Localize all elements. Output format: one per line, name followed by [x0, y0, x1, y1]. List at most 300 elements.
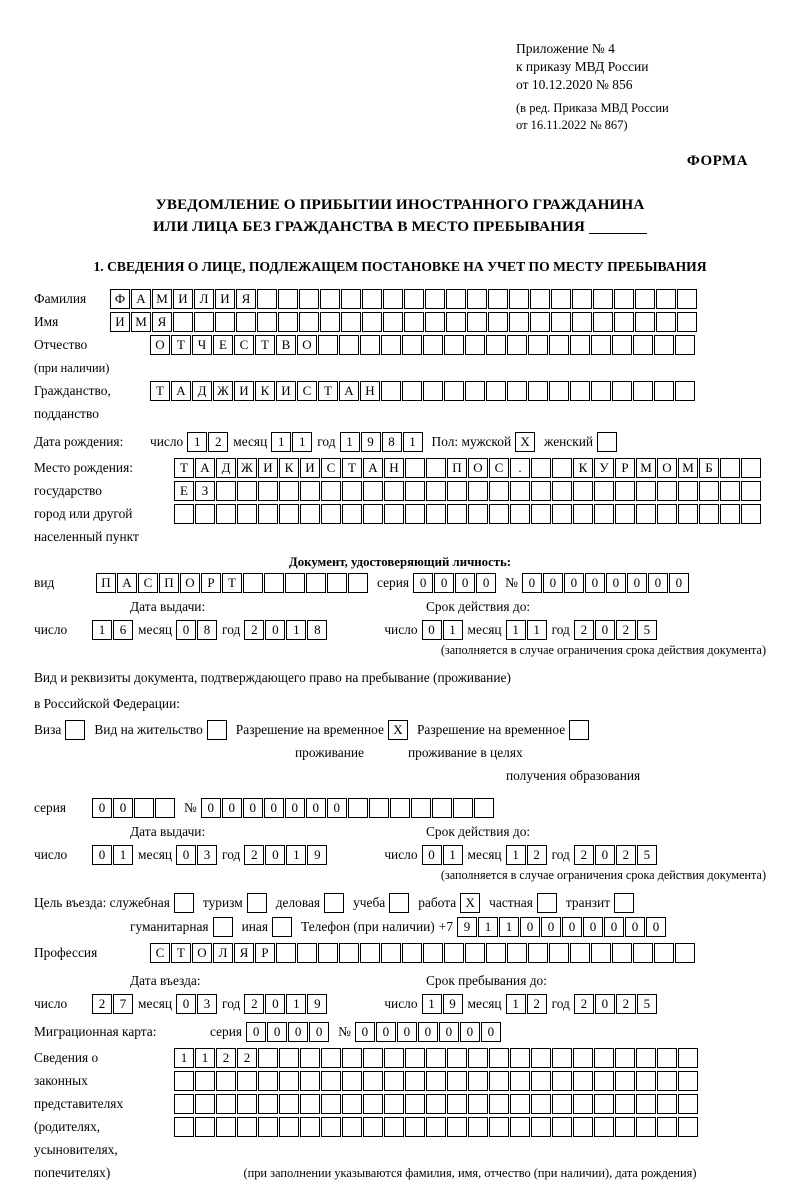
birthplace-input-1[interactable]: [174, 458, 762, 478]
char-cell[interactable]: Ф: [110, 289, 130, 309]
char-cell[interactable]: [297, 943, 317, 963]
char-cell[interactable]: [258, 481, 278, 501]
birthplace-input-2[interactable]: [174, 481, 762, 501]
char-cell[interactable]: 0: [439, 1022, 459, 1042]
char-cell[interactable]: 1: [92, 620, 112, 640]
char-cell[interactable]: А: [339, 381, 359, 401]
char-cell[interactable]: 0: [355, 1022, 375, 1042]
stay-day-input[interactable]: [422, 994, 464, 1014]
char-cell[interactable]: [699, 504, 719, 524]
char-cell[interactable]: [279, 481, 299, 501]
char-cell[interactable]: [468, 1117, 488, 1137]
char-cell[interactable]: 0: [543, 573, 563, 593]
stay-doc-valid-year-input[interactable]: [574, 845, 658, 865]
char-cell[interactable]: С: [150, 943, 170, 963]
char-cell[interactable]: 9: [307, 845, 327, 865]
char-cell[interactable]: [402, 943, 422, 963]
char-cell[interactable]: [402, 335, 422, 355]
char-cell[interactable]: [384, 1117, 404, 1137]
char-cell[interactable]: 9: [443, 994, 463, 1014]
char-cell[interactable]: [276, 943, 296, 963]
char-cell[interactable]: [321, 1071, 341, 1091]
char-cell[interactable]: 0: [176, 620, 196, 640]
char-cell[interactable]: [612, 335, 632, 355]
char-cell[interactable]: 0: [476, 573, 496, 593]
char-cell[interactable]: 0: [520, 917, 540, 937]
char-cell[interactable]: [633, 335, 653, 355]
char-cell[interactable]: [530, 312, 550, 332]
char-cell[interactable]: [174, 1117, 194, 1137]
citizenship-input[interactable]: [150, 381, 696, 401]
char-cell[interactable]: И: [276, 381, 296, 401]
char-cell[interactable]: О: [657, 458, 677, 478]
char-cell[interactable]: 1: [292, 432, 312, 452]
char-cell[interactable]: 0: [627, 573, 647, 593]
char-cell[interactable]: [488, 289, 508, 309]
char-cell[interactable]: [383, 312, 403, 332]
stay-doc-valid-month-input[interactable]: [506, 845, 548, 865]
char-cell[interactable]: 0: [595, 994, 615, 1014]
char-cell[interactable]: 1: [195, 1048, 215, 1068]
char-cell[interactable]: [384, 504, 404, 524]
char-cell[interactable]: [597, 432, 617, 452]
char-cell[interactable]: [300, 504, 320, 524]
char-cell[interactable]: [216, 1094, 236, 1114]
char-cell[interactable]: [549, 335, 569, 355]
char-cell[interactable]: Т: [318, 381, 338, 401]
char-cell[interactable]: [551, 312, 571, 332]
char-cell[interactable]: [636, 504, 656, 524]
char-cell[interactable]: П: [96, 573, 116, 593]
char-cell[interactable]: [741, 458, 761, 478]
char-cell[interactable]: 0: [564, 573, 584, 593]
char-cell[interactable]: [390, 798, 410, 818]
char-cell[interactable]: [237, 1117, 257, 1137]
char-cell[interactable]: [426, 458, 446, 478]
purpose-study-checkbox[interactable]: [389, 893, 410, 913]
char-cell[interactable]: С: [234, 335, 254, 355]
birth-month-input[interactable]: [271, 432, 313, 452]
char-cell[interactable]: Л: [194, 289, 214, 309]
char-cell[interactable]: С: [138, 573, 158, 593]
birthplace-input-3[interactable]: [174, 504, 762, 524]
char-cell[interactable]: [528, 335, 548, 355]
char-cell[interactable]: 0: [264, 798, 284, 818]
patronymic-input[interactable]: [150, 335, 696, 355]
char-cell[interactable]: В: [276, 335, 296, 355]
char-cell[interactable]: [369, 798, 389, 818]
char-cell[interactable]: [348, 798, 368, 818]
char-cell[interactable]: [612, 381, 632, 401]
char-cell[interactable]: М: [678, 458, 698, 478]
char-cell[interactable]: [342, 1094, 362, 1114]
stay-year-input[interactable]: [574, 994, 658, 1014]
char-cell[interactable]: [237, 481, 257, 501]
char-cell[interactable]: X: [388, 720, 408, 740]
char-cell[interactable]: 0: [92, 798, 112, 818]
char-cell[interactable]: [444, 335, 464, 355]
char-cell[interactable]: И: [258, 458, 278, 478]
char-cell[interactable]: [423, 943, 443, 963]
char-cell[interactable]: [447, 1071, 467, 1091]
char-cell[interactable]: [468, 1048, 488, 1068]
char-cell[interactable]: 0: [646, 917, 666, 937]
char-cell[interactable]: [552, 481, 572, 501]
char-cell[interactable]: Ж: [237, 458, 257, 478]
char-cell[interactable]: [678, 1048, 698, 1068]
char-cell[interactable]: Ж: [213, 381, 233, 401]
char-cell[interactable]: [279, 1048, 299, 1068]
residence-permit-checkbox[interactable]: [207, 720, 228, 740]
char-cell[interactable]: [215, 312, 235, 332]
char-cell[interactable]: [426, 1094, 446, 1114]
char-cell[interactable]: [426, 1048, 446, 1068]
char-cell[interactable]: [258, 1117, 278, 1137]
char-cell[interactable]: [594, 1048, 614, 1068]
char-cell[interactable]: [636, 1094, 656, 1114]
education-residence-checkbox[interactable]: [569, 720, 590, 740]
char-cell[interactable]: [425, 289, 445, 309]
char-cell[interactable]: 6: [113, 620, 133, 640]
char-cell[interactable]: [510, 504, 530, 524]
char-cell[interactable]: [134, 798, 154, 818]
char-cell[interactable]: И: [234, 381, 254, 401]
purpose-work-checkbox[interactable]: [460, 893, 481, 913]
char-cell[interactable]: [552, 1048, 572, 1068]
sex-male-checkbox[interactable]: [515, 432, 536, 452]
char-cell[interactable]: [384, 1094, 404, 1114]
stay-month-input[interactable]: [506, 994, 548, 1014]
char-cell[interactable]: 2: [208, 432, 228, 452]
char-cell[interactable]: [446, 289, 466, 309]
char-cell[interactable]: 0: [92, 845, 112, 865]
char-cell[interactable]: [573, 1048, 593, 1068]
char-cell[interactable]: Т: [171, 943, 191, 963]
char-cell[interactable]: [423, 381, 443, 401]
char-cell[interactable]: [195, 1117, 215, 1137]
char-cell[interactable]: [384, 1048, 404, 1068]
char-cell[interactable]: [528, 381, 548, 401]
char-cell[interactable]: 0: [201, 798, 221, 818]
char-cell[interactable]: [572, 289, 592, 309]
char-cell[interactable]: [510, 481, 530, 501]
char-cell[interactable]: [216, 1117, 236, 1137]
char-cell[interactable]: 0: [288, 1022, 308, 1042]
char-cell[interactable]: [363, 1071, 383, 1091]
char-cell[interactable]: 2: [616, 845, 636, 865]
entry-day-input[interactable]: [92, 994, 134, 1014]
char-cell[interactable]: Р: [615, 458, 635, 478]
char-cell[interactable]: [257, 312, 277, 332]
char-cell[interactable]: 0: [265, 845, 285, 865]
char-cell[interactable]: [423, 335, 443, 355]
char-cell[interactable]: X: [515, 432, 535, 452]
char-cell[interactable]: [678, 504, 698, 524]
char-cell[interactable]: [339, 943, 359, 963]
char-cell[interactable]: [594, 504, 614, 524]
char-cell[interactable]: [405, 1071, 425, 1091]
char-cell[interactable]: 0: [397, 1022, 417, 1042]
char-cell[interactable]: [549, 381, 569, 401]
char-cell[interactable]: 8: [307, 620, 327, 640]
char-cell[interactable]: 8: [382, 432, 402, 452]
char-cell[interactable]: [237, 1094, 257, 1114]
char-cell[interactable]: [447, 1094, 467, 1114]
char-cell[interactable]: 0: [460, 1022, 480, 1042]
char-cell[interactable]: [321, 1048, 341, 1068]
char-cell[interactable]: [404, 289, 424, 309]
char-cell[interactable]: [216, 504, 236, 524]
char-cell[interactable]: А: [195, 458, 215, 478]
representatives-input-2[interactable]: [174, 1071, 699, 1091]
char-cell[interactable]: [411, 798, 431, 818]
identity-valid-day-input[interactable]: [422, 620, 464, 640]
entry-year-input[interactable]: [244, 994, 328, 1014]
purpose-business-checkbox[interactable]: [324, 893, 345, 913]
char-cell[interactable]: [257, 289, 277, 309]
char-cell[interactable]: 1: [527, 620, 547, 640]
char-cell[interactable]: [405, 1094, 425, 1114]
char-cell[interactable]: О: [150, 335, 170, 355]
char-cell[interactable]: [363, 1117, 383, 1137]
char-cell[interactable]: [657, 1117, 677, 1137]
identity-issue-day-input[interactable]: [92, 620, 134, 640]
char-cell[interactable]: [572, 312, 592, 332]
identity-series-input[interactable]: [413, 573, 497, 593]
char-cell[interactable]: [531, 1071, 551, 1091]
char-cell[interactable]: [236, 312, 256, 332]
char-cell[interactable]: 5: [637, 845, 657, 865]
char-cell[interactable]: [174, 1094, 194, 1114]
char-cell[interactable]: А: [171, 381, 191, 401]
char-cell[interactable]: [675, 943, 695, 963]
char-cell[interactable]: [633, 943, 653, 963]
char-cell[interactable]: [425, 312, 445, 332]
char-cell[interactable]: [446, 312, 466, 332]
char-cell[interactable]: [573, 1117, 593, 1137]
char-cell[interactable]: Т: [174, 458, 194, 478]
char-cell[interactable]: [321, 1094, 341, 1114]
identity-kind-input[interactable]: [96, 573, 369, 593]
char-cell[interactable]: [279, 1094, 299, 1114]
char-cell[interactable]: [264, 573, 284, 593]
char-cell[interactable]: [741, 481, 761, 501]
char-cell[interactable]: Я: [236, 289, 256, 309]
char-cell[interactable]: [465, 335, 485, 355]
char-cell[interactable]: [677, 289, 697, 309]
char-cell[interactable]: 2: [216, 1048, 236, 1068]
char-cell[interactable]: 2: [244, 620, 264, 640]
char-cell[interactable]: [654, 943, 674, 963]
char-cell[interactable]: [720, 458, 740, 478]
char-cell[interactable]: [405, 504, 425, 524]
char-cell[interactable]: О: [297, 335, 317, 355]
char-cell[interactable]: 2: [92, 994, 112, 1014]
representatives-input-3[interactable]: [174, 1094, 699, 1114]
char-cell[interactable]: 0: [585, 573, 605, 593]
char-cell[interactable]: [531, 458, 551, 478]
char-cell[interactable]: [384, 481, 404, 501]
char-cell[interactable]: 1: [286, 620, 306, 640]
char-cell[interactable]: [300, 1048, 320, 1068]
char-cell[interactable]: [258, 1094, 278, 1114]
char-cell[interactable]: 1: [187, 432, 207, 452]
char-cell[interactable]: [174, 1071, 194, 1091]
char-cell[interactable]: [594, 1071, 614, 1091]
char-cell[interactable]: 2: [527, 845, 547, 865]
char-cell[interactable]: Л: [213, 943, 233, 963]
stay-doc-issue-year-input[interactable]: [244, 845, 328, 865]
char-cell[interactable]: [342, 1117, 362, 1137]
char-cell[interactable]: М: [636, 458, 656, 478]
char-cell[interactable]: [549, 943, 569, 963]
char-cell[interactable]: [657, 504, 677, 524]
char-cell[interactable]: 9: [361, 432, 381, 452]
char-cell[interactable]: [678, 1094, 698, 1114]
char-cell[interactable]: [341, 312, 361, 332]
char-cell[interactable]: 0: [309, 1022, 329, 1042]
char-cell[interactable]: К: [255, 381, 275, 401]
char-cell[interactable]: [300, 1094, 320, 1114]
char-cell[interactable]: [447, 1117, 467, 1137]
char-cell[interactable]: [465, 381, 485, 401]
char-cell[interactable]: 0: [246, 1022, 266, 1042]
char-cell[interactable]: 0: [113, 798, 133, 818]
char-cell[interactable]: [552, 1094, 572, 1114]
char-cell[interactable]: [465, 943, 485, 963]
char-cell[interactable]: 0: [669, 573, 689, 593]
char-cell[interactable]: Ч: [192, 335, 212, 355]
char-cell[interactable]: П: [447, 458, 467, 478]
char-cell[interactable]: [594, 1094, 614, 1114]
char-cell[interactable]: [468, 481, 488, 501]
char-cell[interactable]: 0: [595, 845, 615, 865]
entry-month-input[interactable]: [176, 994, 218, 1014]
char-cell[interactable]: [594, 1117, 614, 1137]
visa-checkbox[interactable]: [65, 720, 86, 740]
char-cell[interactable]: [573, 481, 593, 501]
char-cell[interactable]: [65, 720, 85, 740]
char-cell[interactable]: [677, 312, 697, 332]
char-cell[interactable]: [507, 335, 527, 355]
char-cell[interactable]: [474, 798, 494, 818]
char-cell[interactable]: [300, 1117, 320, 1137]
char-cell[interactable]: Е: [213, 335, 233, 355]
char-cell[interactable]: [528, 943, 548, 963]
char-cell[interactable]: [507, 943, 527, 963]
char-cell[interactable]: Н: [360, 381, 380, 401]
char-cell[interactable]: [320, 312, 340, 332]
char-cell[interactable]: 1: [286, 845, 306, 865]
char-cell[interactable]: [635, 289, 655, 309]
char-cell[interactable]: Н: [384, 458, 404, 478]
char-cell[interactable]: [405, 1117, 425, 1137]
char-cell[interactable]: [615, 1117, 635, 1137]
char-cell[interactable]: [573, 1071, 593, 1091]
char-cell[interactable]: [488, 312, 508, 332]
char-cell[interactable]: 1: [443, 845, 463, 865]
char-cell[interactable]: [279, 1071, 299, 1091]
char-cell[interactable]: И: [173, 289, 193, 309]
char-cell[interactable]: [489, 1071, 509, 1091]
char-cell[interactable]: [657, 1094, 677, 1114]
char-cell[interactable]: .: [510, 458, 530, 478]
char-cell[interactable]: [327, 573, 347, 593]
char-cell[interactable]: 2: [244, 994, 264, 1014]
char-cell[interactable]: З: [195, 481, 215, 501]
char-cell[interactable]: [362, 289, 382, 309]
char-cell[interactable]: [299, 289, 319, 309]
char-cell[interactable]: [720, 481, 740, 501]
char-cell[interactable]: 0: [625, 917, 645, 937]
char-cell[interactable]: 0: [595, 620, 615, 640]
purpose-tourism-checkbox[interactable]: [247, 893, 268, 913]
char-cell[interactable]: 0: [606, 573, 626, 593]
char-cell[interactable]: [467, 312, 487, 332]
char-cell[interactable]: 1: [506, 845, 526, 865]
representatives-input-4[interactable]: [174, 1117, 699, 1137]
char-cell[interactable]: [633, 381, 653, 401]
char-cell[interactable]: 0: [327, 798, 347, 818]
char-cell[interactable]: Я: [234, 943, 254, 963]
char-cell[interactable]: [573, 504, 593, 524]
char-cell[interactable]: [537, 893, 557, 913]
char-cell[interactable]: [320, 289, 340, 309]
char-cell[interactable]: [381, 335, 401, 355]
char-cell[interactable]: К: [279, 458, 299, 478]
char-cell[interactable]: 0: [422, 845, 442, 865]
char-cell[interactable]: М: [131, 312, 151, 332]
char-cell[interactable]: О: [180, 573, 200, 593]
char-cell[interactable]: [362, 312, 382, 332]
char-cell[interactable]: [279, 504, 299, 524]
char-cell[interactable]: С: [321, 458, 341, 478]
char-cell[interactable]: С: [489, 458, 509, 478]
char-cell[interactable]: [591, 381, 611, 401]
char-cell[interactable]: [426, 504, 446, 524]
purpose-other-checkbox[interactable]: [272, 917, 293, 937]
char-cell[interactable]: [348, 573, 368, 593]
char-cell[interactable]: [213, 917, 233, 937]
char-cell[interactable]: 1: [271, 432, 291, 452]
char-cell[interactable]: [363, 481, 383, 501]
char-cell[interactable]: Е: [174, 481, 194, 501]
char-cell[interactable]: И: [300, 458, 320, 478]
char-cell[interactable]: 1: [340, 432, 360, 452]
char-cell[interactable]: [299, 312, 319, 332]
char-cell[interactable]: 0: [285, 798, 305, 818]
char-cell[interactable]: [530, 289, 550, 309]
char-cell[interactable]: С: [297, 381, 317, 401]
char-cell[interactable]: [699, 481, 719, 501]
char-cell[interactable]: [615, 1048, 635, 1068]
char-cell[interactable]: [570, 943, 590, 963]
char-cell[interactable]: [342, 1071, 362, 1091]
char-cell[interactable]: 2: [616, 620, 636, 640]
char-cell[interactable]: [531, 1048, 551, 1068]
char-cell[interactable]: [405, 481, 425, 501]
char-cell[interactable]: [741, 504, 761, 524]
char-cell[interactable]: 0: [455, 573, 475, 593]
char-cell[interactable]: [720, 504, 740, 524]
char-cell[interactable]: 2: [574, 620, 594, 640]
char-cell[interactable]: 1: [443, 620, 463, 640]
char-cell[interactable]: [318, 335, 338, 355]
char-cell[interactable]: [155, 798, 175, 818]
stay-doc-issue-day-input[interactable]: [92, 845, 134, 865]
char-cell[interactable]: [614, 312, 634, 332]
char-cell[interactable]: [447, 504, 467, 524]
